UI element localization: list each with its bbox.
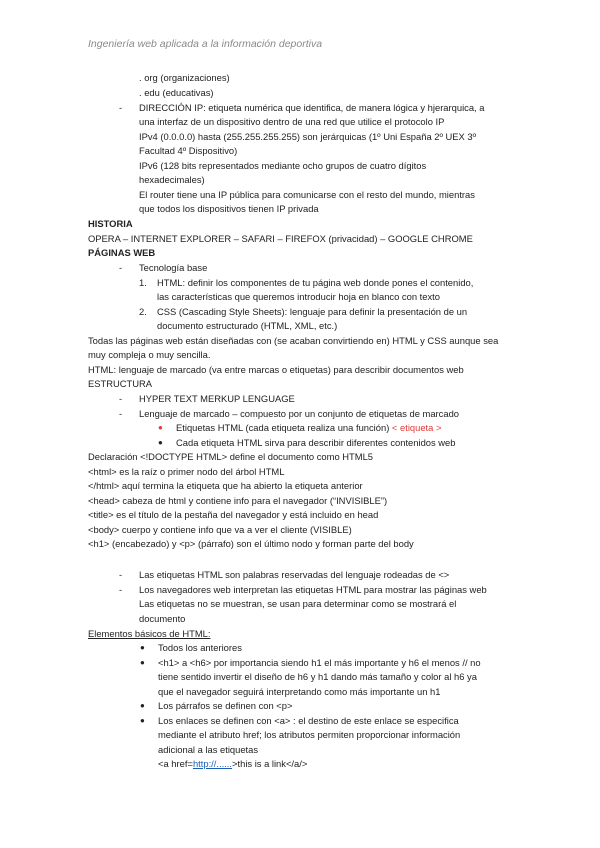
text-line: mediante el atributo href; los atributos permiten proporcionar información — [158, 729, 461, 740]
text-line: El router tiene una IP pública para comunicarse con el resto del mundo, mientras — [139, 189, 475, 200]
section-heading: PÁGINAS WEB — [88, 247, 156, 258]
bullet-icon: ● — [140, 658, 145, 667]
bullet-icon: ● — [140, 701, 145, 710]
text-line: Todas las páginas web están diseñadas con (se acaban convirtiendo en) HTML y CSS aunque sea — [88, 335, 499, 346]
text-line: las características que queremos introducir hoja en blanco con texto — [157, 291, 440, 302]
text-line: CSS (Cascading Style Sheets): lenguaje para definir la presentación de un — [157, 306, 468, 317]
bullet-icon: ● — [140, 643, 145, 652]
section-heading: HISTORIA — [88, 218, 133, 229]
dash-marker: - — [119, 584, 123, 595]
text-line: Facultad 4º Dispositivo) — [139, 145, 238, 156]
text-line: que todos los dispositivos tienen IP privada — [139, 203, 319, 214]
text-line: que el navegador seguirá interpretando como más importante un h1 — [158, 686, 441, 697]
text-line: HTML: lenguaje de marcado (va entre marcas o etiquetas) para describir documentos web — [88, 364, 464, 375]
code-text: >this is a link</a/> — [232, 758, 308, 769]
text-line: </html> aquí termina la etiqueta que ha abierto la etiqueta anterior — [88, 480, 363, 491]
text-line: DIRECCIÓN IP: etiqueta numérica que identifica, de manera lógica y hjerarquica, a — [139, 102, 485, 113]
text-line: HTML: definir los componentes de tu página web donde pones el contenido, — [157, 277, 474, 288]
text-line: IPv6 (128 bits representados mediante ocho grupos de cuatro dígitos — [139, 160, 427, 171]
page-header: Ingeniería web aplicada a la información deportiva — [88, 38, 323, 50]
text-line: Las etiquetas no se muestran, se usan para determinar como se mostrará el — [139, 598, 457, 609]
text-line: tiene sentido invertir el diseño de h6 y h1 dando más tamaño y color al h6 ya — [158, 671, 477, 682]
text-line: . edu (educativas) — [139, 87, 214, 98]
text-line: <h1> (encabezado) y <p> (párrafo) son el último nodo y forman parte del body — [88, 538, 414, 549]
text-line: adicional a las etiquetas — [158, 744, 259, 755]
bullet-icon: ● — [158, 423, 163, 432]
text-line: <title> es el título de la pestaña del navegador y está incluido en head — [88, 509, 379, 520]
text-line: Lenguaje de marcado – compuesto por un conjunto de etiquetas de marcado — [139, 408, 460, 419]
text-line: <h1> a <h6> por importancia siendo h1 el más importante y h6 el menos // no — [158, 657, 481, 668]
text-line: hexadecimales) — [139, 174, 205, 185]
text-line: documento — [139, 613, 186, 624]
text-line: Los párrafos se definen con <p> — [158, 700, 293, 711]
etiqueta-red-text: < etiqueta > — [391, 422, 442, 433]
bullet-icon: ● — [158, 438, 163, 447]
dash-marker: - — [119, 102, 123, 113]
code-text: <a href= — [158, 758, 193, 769]
dash-marker: - — [119, 408, 123, 419]
text-line: Los enlaces se definen con <a> : el destino de este enlace se especifica — [158, 715, 459, 726]
text-line: . org (organizaciones) — [139, 72, 230, 83]
text-line: Tecnología base — [139, 262, 208, 273]
dash-marker: - — [119, 569, 123, 580]
text-line: muy compleja o muy sencilla. — [88, 349, 211, 360]
dash-marker: - — [119, 262, 123, 273]
text-line: HYPER TEXT MERKUP LENGUAGE — [139, 393, 295, 404]
text-line: IPv4 (0.0.0.0) hasta (255.255.255.255) son jerárquicas (1º Uni España 2º UEX 3º — [139, 131, 477, 142]
example-link[interactable]: http://...... — [192, 758, 233, 769]
text-line: <body> cuerpo y contiene info que va a ver el cliente (VISIBLE) — [88, 524, 352, 535]
text-line: <head> cabeza de html y contiene info para el navegador (“INVISIBLE”) — [88, 495, 388, 506]
text-line: Los navegadores web interpretan las etiquetas HTML para mostrar las páginas web — [139, 584, 487, 595]
text-line: Cada etiqueta HTML sirva para describir diferentes contenidos web — [176, 437, 456, 448]
text-line — [176, 421, 441, 435]
list-number: 2. — [139, 306, 147, 317]
text-line — [158, 757, 307, 771]
bullet-icon: ● — [140, 716, 145, 725]
dash-marker: - — [119, 393, 123, 404]
text-line: Todos los anteriores — [158, 642, 242, 653]
text-line: Declaración <!DOCTYPE HTML> define el documento como HTML5 — [88, 451, 374, 462]
etiqueta-text: Etiquetas HTML (cada etiqueta realiza una función) — [176, 422, 392, 433]
text-line: ESTRUCTURA — [88, 378, 153, 389]
section-heading: Elementos básicos de HTML: — [88, 628, 211, 639]
text-line: OPERA – INTERNET EXPLORER – SAFARI – FIREFOX (privacidad) – GOOGLE CHROME — [88, 233, 473, 244]
list-number: 1. — [139, 277, 147, 288]
text-line: una interfaz de un dispositivo dentro de una red que utilice el protocolo IP — [139, 116, 445, 127]
text-line: Las etiquetas HTML son palabras reservadas del lenguaje rodeadas de <> — [139, 569, 450, 580]
text-line: documento estructurado (HTML, XML, etc.) — [157, 320, 338, 331]
text-line: <html> es la raíz o primer nodo del árbol HTML — [88, 466, 285, 477]
